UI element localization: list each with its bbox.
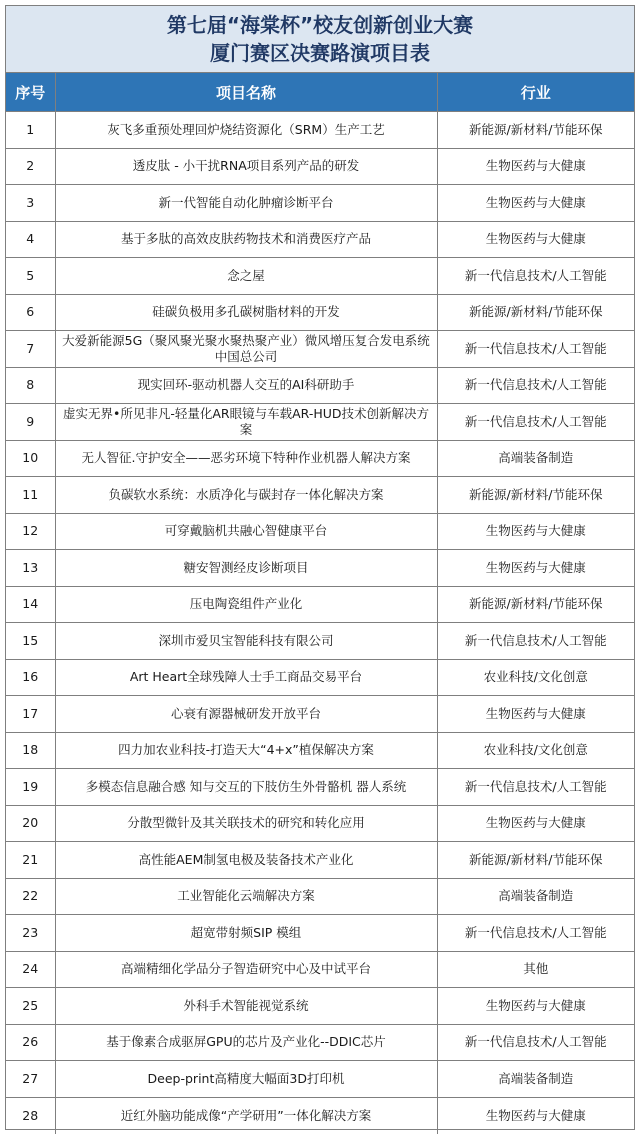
cell-no: 4: [6, 221, 55, 258]
cell-industry: 新一代信息技术/人工智能: [437, 404, 634, 441]
cell-industry: 生物医药与大健康: [437, 185, 634, 222]
cell-project-name: 外科手术智能视觉系统: [55, 988, 437, 1025]
cell-project-name: 灰飞多重预处理回炉烧结资源化（SRM）生产工艺: [55, 112, 437, 149]
table-row: [6, 331, 634, 368]
title-block: [6, 6, 634, 73]
cell-project-name: 新一代智能自动化肿瘤诊断平台: [55, 185, 437, 222]
cell-industry: 新一代信息技术/人工智能: [437, 623, 634, 660]
cell-no: 7: [6, 331, 55, 368]
cell-industry: 新一代信息技术/人工智能: [437, 769, 634, 806]
table-row: [6, 805, 634, 842]
table-row: [6, 623, 634, 660]
cell-no: 8: [6, 367, 55, 404]
table-row: [6, 1024, 634, 1061]
cell-industry: 新能源/新材料/节能环保: [437, 477, 634, 514]
cell-industry: 生物医药与大健康: [437, 221, 634, 258]
cell-project-name: 近红外脑功能成像“产学研用”一体化解决方案: [55, 1097, 437, 1134]
cell-project-name: Deep-print高精度大幅面3D打印机: [55, 1061, 437, 1098]
cell-no: 12: [6, 513, 55, 550]
cell-project-name: 可穿戴脑机共融心智健康平台: [55, 513, 437, 550]
cell-project-name: 大爱新能源5G（聚风聚光聚水聚热聚产业）微风增压复合发电系统中国总公司: [55, 331, 437, 368]
cell-project-name: 压电陶瓷组件产业化: [55, 586, 437, 623]
cell-industry: 高端装备制造: [437, 878, 634, 915]
cell-project-name: 基于像素合成驱屏GPU的芯片及产业化--DDIC芯片: [55, 1024, 437, 1061]
cell-no: 3: [6, 185, 55, 222]
title-line-1: 第七届“海棠杯”校友创新创业大赛: [166, 13, 474, 37]
cell-no: 17: [6, 696, 55, 733]
table-row: [6, 513, 634, 550]
cell-no: 26: [6, 1024, 55, 1061]
cell-no: 11: [6, 477, 55, 514]
table-row: [6, 988, 634, 1025]
cell-industry: 新一代信息技术/人工智能: [437, 1024, 634, 1061]
cell-project-name: 四力加农业科技-打造天大“4+x”植保解决方案: [55, 732, 437, 769]
cell-project-name: 虚实无界•所见非凡-轻量化AR眼镜与车载AR-HUD技术创新解决方案: [55, 404, 437, 441]
cell-no: 20: [6, 805, 55, 842]
table-row: [6, 367, 634, 404]
cell-no: 23: [6, 915, 55, 952]
table-row: [6, 1061, 634, 1098]
cell-no: 16: [6, 659, 55, 696]
cell-project-name: 现实回环-驱动机器人交互的AI科研助手: [55, 367, 437, 404]
cell-industry: 其他: [437, 951, 634, 988]
cell-no: 28: [6, 1097, 55, 1134]
title-line-2: 厦门赛区决赛路演项目表: [210, 41, 430, 65]
cell-industry: 新能源/新材料/节能环保: [437, 586, 634, 623]
cell-project-name: 透皮肽 - 小干扰RNA项目系列产品的研发: [55, 148, 437, 185]
cell-industry: 新能源/新材料/节能环保: [437, 294, 634, 331]
cell-project-name: 高端精细化学品分子智造研究中心及中试平台: [55, 951, 437, 988]
cell-no: 1: [6, 112, 55, 149]
cell-no: 13: [6, 550, 55, 587]
project-table-sheet: [5, 5, 635, 1130]
cell-project-name: 分散型微针及其关联技术的研究和转化应用: [55, 805, 437, 842]
cell-no: 2: [6, 148, 55, 185]
cell-industry: 生物医药与大健康: [437, 550, 634, 587]
table-row: [6, 185, 634, 222]
cell-project-name: 基于多肽的高效皮肤药物技术和消费医疗产品: [55, 221, 437, 258]
table-row: [6, 477, 634, 514]
cell-project-name: 负碳软水系统：水质净化与碳封存一体化解决方案: [55, 477, 437, 514]
table-row: [6, 112, 634, 149]
cell-industry: 农业科技/文化创意: [437, 732, 634, 769]
cell-industry: 生物医药与大健康: [437, 148, 634, 185]
cell-industry: 新一代信息技术/人工智能: [437, 258, 634, 295]
cell-industry: 新能源/新材料/节能环保: [437, 842, 634, 879]
cell-industry: 新一代信息技术/人工智能: [437, 367, 634, 404]
cell-project-name: 念之屋: [55, 258, 437, 295]
cell-industry: 新一代信息技术/人工智能: [437, 331, 634, 368]
table-row: [6, 1097, 634, 1134]
cell-project-name: 高性能AEM制氢电极及装备技术产业化: [55, 842, 437, 879]
cell-industry: 生物医药与大健康: [437, 805, 634, 842]
cell-project-name: 工业智能化云端解决方案: [55, 878, 437, 915]
cell-project-name: 糖安智测经皮诊断项目: [55, 550, 437, 587]
table-row: [6, 732, 634, 769]
cell-project-name: 深圳市爱贝宝智能科技有限公司: [55, 623, 437, 660]
cell-no: 21: [6, 842, 55, 879]
cell-no: 22: [6, 878, 55, 915]
cell-industry: 高端装备制造: [437, 440, 634, 477]
cell-industry: 高端装备制造: [437, 1061, 634, 1098]
cell-industry: 农业科技/文化创意: [437, 659, 634, 696]
cell-project-name: 超宽带射频SIP 模组: [55, 915, 437, 952]
cell-no: 25: [6, 988, 55, 1025]
table-row: [6, 404, 634, 441]
cell-industry: 生物医药与大健康: [437, 513, 634, 550]
cell-project-name: Art Heart全球残障人士手工商品交易平台: [55, 659, 437, 696]
cell-no: 5: [6, 258, 55, 295]
cell-no: 6: [6, 294, 55, 331]
cell-project-name: 无人智征.守护安全——恶劣环境下特种作业机器人解决方案: [55, 440, 437, 477]
table-row: [6, 258, 634, 295]
table-row: [6, 842, 634, 879]
header-row: [6, 73, 634, 112]
table-row: [6, 586, 634, 623]
table-row: [6, 878, 634, 915]
header-name: 项目名称: [55, 73, 437, 112]
cell-no: 15: [6, 623, 55, 660]
table-row: [6, 440, 634, 477]
cell-no: 19: [6, 769, 55, 806]
cell-industry: 生物医药与大健康: [437, 1097, 634, 1134]
table-row: [6, 550, 634, 587]
cell-industry: 新能源/新材料/节能环保: [437, 112, 634, 149]
cell-no: 14: [6, 586, 55, 623]
table-row: [6, 915, 634, 952]
cell-project-name: 硅碳负极用多孔碳树脂材料的开发: [55, 294, 437, 331]
table-row: [6, 659, 634, 696]
project-table: [6, 73, 634, 1134]
table-row: [6, 769, 634, 806]
header-no: 序号: [6, 73, 55, 112]
table-row: [6, 221, 634, 258]
cell-industry: 生物医药与大健康: [437, 696, 634, 733]
header-industry: 行业: [437, 73, 634, 112]
cell-no: 27: [6, 1061, 55, 1098]
cell-project-name: 心衰有源器械研发开放平台: [55, 696, 437, 733]
cell-no: 10: [6, 440, 55, 477]
cell-no: 24: [6, 951, 55, 988]
table-row: [6, 951, 634, 988]
table-row: [6, 148, 634, 185]
cell-no: 9: [6, 404, 55, 441]
cell-project-name: 多模态信息融合感 知与交互的下肢仿生外骨骼机 器人系统: [55, 769, 437, 806]
cell-industry: 新一代信息技术/人工智能: [437, 915, 634, 952]
cell-no: 18: [6, 732, 55, 769]
table-row: [6, 696, 634, 733]
table-row: [6, 294, 634, 331]
cell-industry: 生物医药与大健康: [437, 988, 634, 1025]
